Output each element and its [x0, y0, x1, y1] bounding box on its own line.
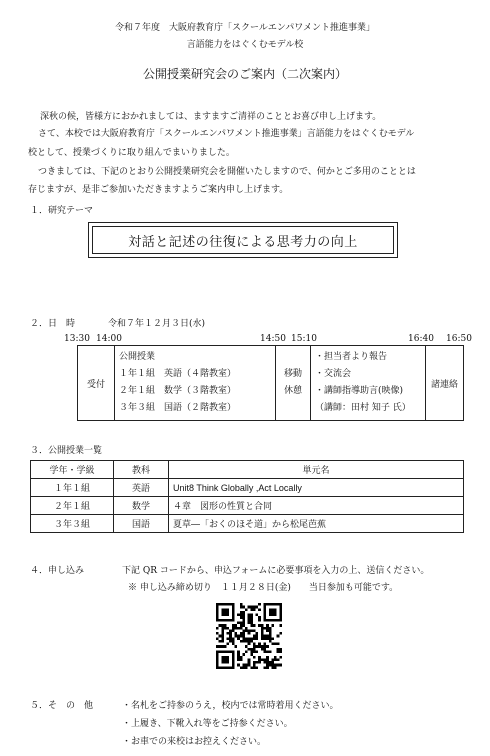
time-1640: 16:40 — [408, 334, 434, 344]
move-label: 移動 — [283, 369, 302, 379]
intro-line-1: 深秋の候，皆様方におかれましては、ますますご清祥のこととお喜び申し上げます。 — [40, 112, 382, 122]
lesson-heading: 公開授業 — [119, 352, 156, 362]
intro-line-5: 存じますが、是非ご参加いただきますようご案内申し上げます。 — [28, 185, 289, 195]
qr-code-image[interactable] — [216, 603, 282, 669]
cell-subject: 国語 — [114, 515, 169, 533]
schedule-program — [311, 346, 426, 421]
section-1-heading: １．研究テーマ — [30, 206, 94, 216]
lesson-item: １年１組 英語（４階教室） — [119, 369, 237, 379]
cell-class: １年１組 — [31, 479, 114, 497]
theme-box — [88, 222, 398, 258]
other-item: ・上履き、下靴入れ等をご持参ください。 — [122, 719, 293, 729]
cell-subject: 数学 — [114, 497, 169, 515]
section-3-heading: ３．公開授業一覧 — [30, 446, 103, 456]
header-line-2: 言語能力をはぐくむモデル校 — [186, 40, 304, 50]
deadline-note: ※ 申し込み締め切り １１月２８日(金) 当日参加も可能です。 — [128, 583, 399, 593]
header-line-1: 令和７年度 大阪府教育庁「スクールエンパワメント推進事業」 — [115, 23, 375, 33]
application-text: 下記 QR コードから、申込フォームに必要事項を入力の上、送信ください。 — [122, 566, 430, 576]
column-subject: 教科 — [114, 461, 169, 479]
cell-class: ２年１組 — [31, 497, 114, 515]
time-1400: 14:00 — [96, 334, 122, 344]
research-theme: 対話と記述の往復による思考力の向上 — [92, 226, 394, 254]
lesson-item: ３年３組 国語（２階教室） — [119, 403, 237, 413]
schedule-table — [77, 345, 464, 421]
intro-line-4: つきましては、下記のとおり公開授業研究会を開催いたしますので、何かとご多用のこととは — [38, 167, 416, 177]
program-item: ・担当者より報告 — [315, 352, 388, 362]
cell-class: ３年３組 — [31, 515, 114, 533]
table-row — [31, 515, 464, 533]
other-item: ・名札をご持参のうえ，校内では常時着用ください。 — [122, 701, 339, 711]
table-row — [31, 497, 464, 515]
event-date: 令和７年１２月３日(水) — [108, 319, 206, 329]
rest-label: 休憩 — [283, 386, 302, 396]
lesson-list-table — [30, 460, 464, 533]
lesson-item: ２年１組 数学（３階教室） — [119, 386, 237, 396]
section-4-heading: ４．申し込み — [30, 566, 85, 576]
cell-unit: 夏草―「おくのほそ道」から松尾芭蕉 — [169, 515, 464, 533]
section-5-heading: ５．そ の 他 — [30, 701, 94, 711]
program-item: ・交流会 — [315, 369, 352, 379]
schedule-reception: 受付 — [78, 346, 115, 421]
intro-line-2: さて、本校では大阪府教育庁「スクールエンパワメント推進事業」言語能力をはぐくむモデル — [38, 129, 415, 139]
time-1510: 15:10 — [291, 334, 317, 344]
cell-subject: 英語 — [114, 479, 169, 497]
cell-unit: Unit8 Think Globally ,Act Locally — [169, 479, 464, 497]
page-title: 公開授業研究会のご案内（二次案内） — [142, 67, 347, 81]
cell-unit: ４章 図形の性質と合同 — [169, 497, 464, 515]
intro-line-3: 校として、授業づくりに取り組んでまいりました。 — [28, 148, 235, 158]
program-item: ・講師指導助言(映像) — [315, 386, 404, 396]
schedule-break — [276, 346, 311, 421]
table-row — [31, 479, 464, 497]
time-1330: 13:30 — [64, 334, 90, 344]
column-class: 学年・学級 — [31, 461, 114, 479]
time-1650: 16:50 — [446, 334, 472, 344]
schedule-closing: 諸連絡 — [426, 346, 464, 421]
schedule-lessons — [115, 346, 276, 421]
program-item: （講師：田村 知子 氏） — [315, 403, 411, 413]
time-1450: 14:50 — [260, 334, 286, 344]
column-unit: 単元名 — [169, 461, 464, 479]
other-item: ・お車での来校はお控えください。 — [122, 737, 267, 747]
section-2-heading: ２．日 時 — [30, 319, 76, 329]
